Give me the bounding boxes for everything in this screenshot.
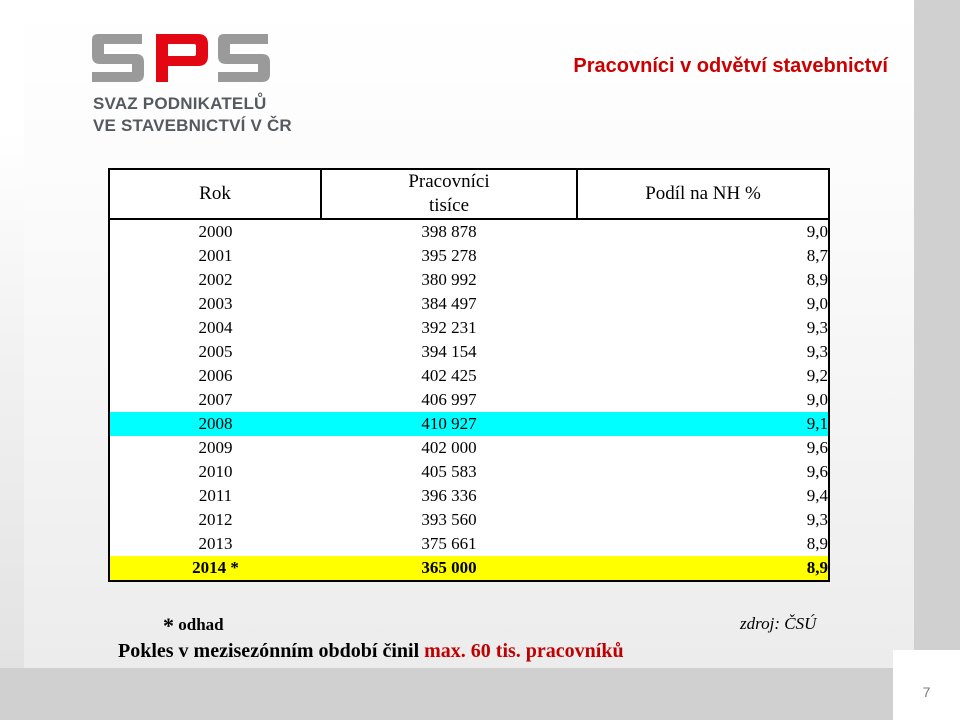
- cell-year: 2004: [198, 318, 233, 337]
- cell-workers: 384 497: [421, 294, 477, 313]
- cell-year: 2012: [198, 510, 233, 529]
- cell-workers: 380 992: [421, 270, 477, 289]
- table-row: [109, 388, 829, 412]
- right-margin-bar: [914, 0, 960, 720]
- table-row: [109, 219, 829, 244]
- cell-workers: 396 336: [421, 486, 477, 505]
- header-workers-line1: Pracovníci: [408, 171, 490, 192]
- header-share-label: Podíl na NH %: [645, 183, 761, 204]
- cell-year: 2010: [198, 462, 233, 481]
- decline-note: [118, 640, 624, 663]
- table-row: [109, 244, 829, 268]
- table-row: [109, 292, 829, 316]
- cell-share: 8,9: [806, 558, 828, 577]
- table-row: [109, 436, 829, 460]
- cell-share: 9,2: [806, 366, 828, 385]
- cell-share: 9,6: [806, 438, 828, 457]
- cell-year: 2000: [198, 222, 233, 241]
- cell-year: 2007: [198, 390, 233, 409]
- cell-workers: 392 231: [421, 318, 477, 337]
- cell-workers: 410 927: [421, 414, 477, 433]
- estimate-star: *: [163, 613, 174, 638]
- cell-year: 2008: [198, 414, 233, 433]
- decline-note-prefix: Pokles v mezisezónním období činil: [118, 640, 425, 662]
- cell-share: 9,3: [806, 318, 828, 337]
- cell-share: 9,1: [806, 414, 828, 433]
- cell-share: 9,0: [806, 294, 828, 313]
- bottom-margin-bar: [0, 668, 960, 720]
- table-row: [109, 364, 829, 388]
- cell-share: 8,9: [806, 270, 828, 289]
- sps-logo-letters: [88, 30, 278, 86]
- cell-workers: 365 000: [421, 558, 477, 577]
- workers-table: [108, 168, 830, 582]
- cell-workers: 406 997: [421, 390, 477, 409]
- estimate-note-text: odhad: [174, 615, 224, 634]
- sps-logo: [88, 30, 292, 140]
- cell-workers: 398 878: [421, 222, 477, 241]
- cell-workers: 393 560: [421, 510, 477, 529]
- cell-year: 2011: [198, 486, 233, 505]
- header-year-label: Rok: [199, 183, 231, 204]
- source-note: zdroj: ČSÚ: [740, 614, 817, 633]
- decline-note-highlight: max. 60 tis. pracovníků: [424, 640, 624, 662]
- cell-workers: 375 661: [421, 534, 477, 553]
- header-year: [109, 169, 321, 219]
- table-row-highlighted-2008: [109, 412, 829, 436]
- table-row: [109, 532, 829, 556]
- cell-year: 2002: [198, 270, 233, 289]
- table-row-estimate-2014: [109, 556, 829, 581]
- table-header-row: [109, 169, 829, 219]
- cell-workers: 402 000: [421, 438, 477, 457]
- cell-workers: 394 154: [421, 342, 477, 361]
- page-number: 7: [922, 684, 931, 700]
- table-row: [109, 460, 829, 484]
- cell-workers: 395 278: [421, 246, 477, 265]
- logo-text-line2: VE STAVEBNICTVÍ V ČR: [93, 116, 292, 135]
- cell-year: 2005: [198, 342, 233, 361]
- cell-year: 2013: [198, 534, 233, 553]
- cell-share: 9,6: [806, 462, 828, 481]
- cell-share: 9,3: [806, 342, 828, 361]
- slide-title: Pracovníci v odvětví stavebnictví: [573, 55, 888, 77]
- cell-share: 9,3: [806, 510, 828, 529]
- estimate-note: [163, 613, 224, 639]
- cell-share: 8,9: [806, 534, 828, 553]
- header-share: [577, 169, 829, 219]
- cell-year: 2001: [198, 246, 233, 265]
- cell-year: 2009: [198, 438, 233, 457]
- cell-share: 9,0: [806, 390, 828, 409]
- cell-share: 9,4: [806, 486, 828, 505]
- cell-share: 9,0: [806, 222, 828, 241]
- cell-workers: 402 425: [421, 366, 477, 385]
- header-workers-line2: tisíce: [428, 195, 470, 216]
- cell-year: 2003: [198, 294, 233, 313]
- table-row: [109, 316, 829, 340]
- cell-workers: 405 583: [421, 462, 477, 481]
- table-row: [109, 268, 829, 292]
- cell-year: 2006: [198, 366, 233, 385]
- cell-share: 8,7: [806, 246, 828, 265]
- table-row: [109, 484, 829, 508]
- table-row: [109, 340, 829, 364]
- cell-year: 2014 *: [192, 558, 239, 577]
- header-workers: [321, 169, 577, 219]
- table-row: [109, 508, 829, 532]
- logo-text-line1: SVAZ PODNIKATELŮ: [93, 94, 267, 113]
